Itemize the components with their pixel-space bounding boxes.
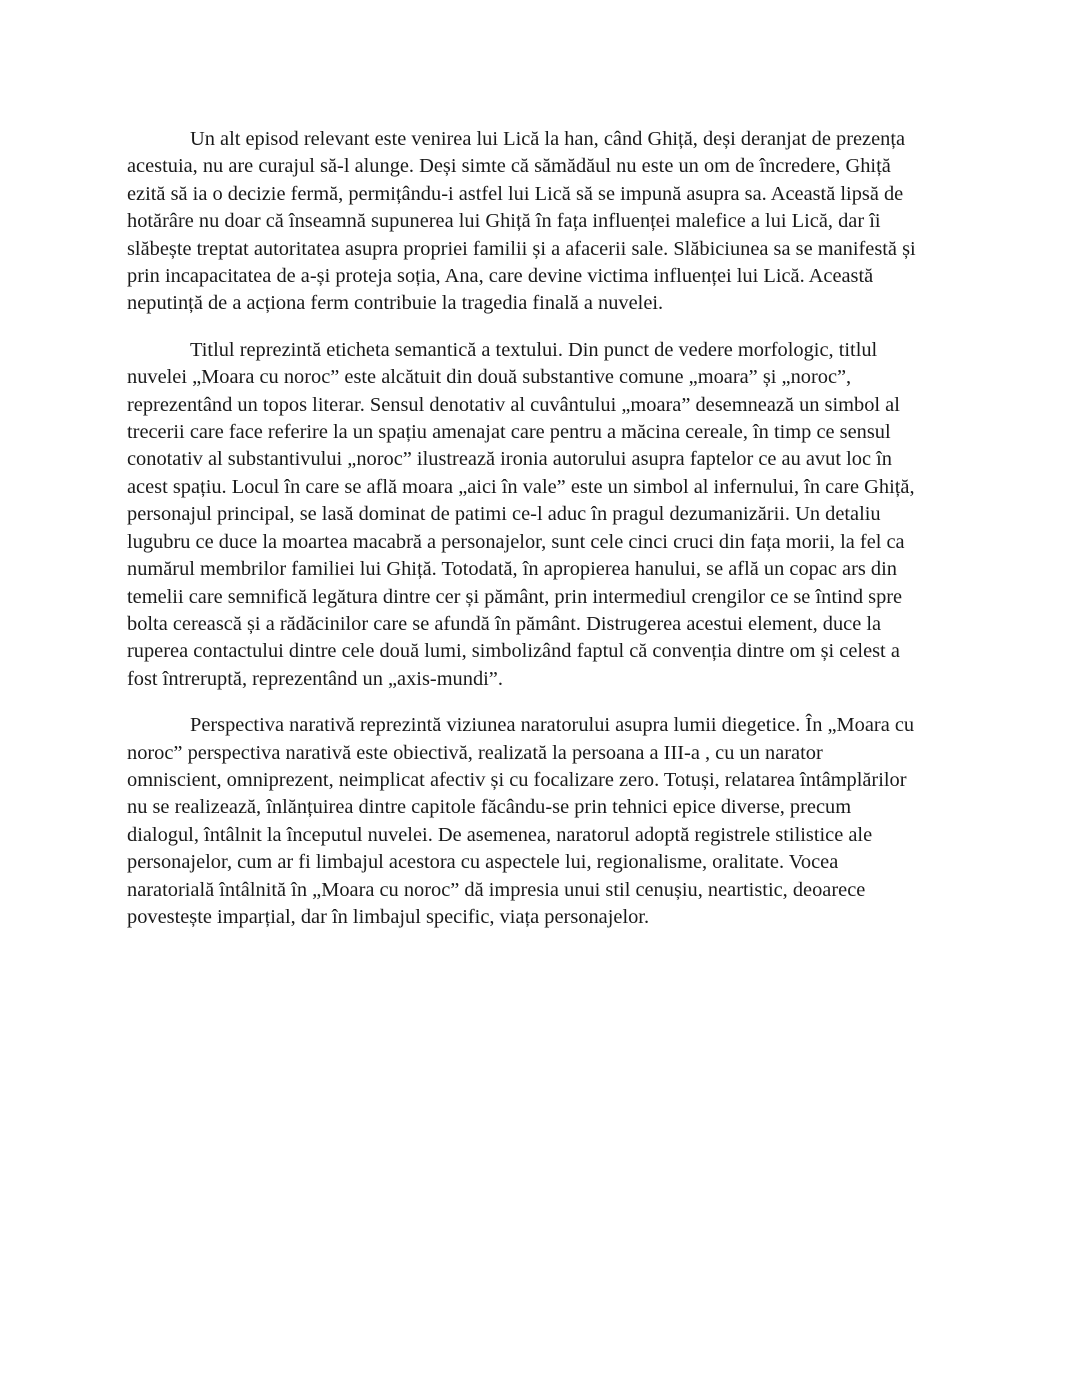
text-line: povestește imparțial, dar în limbajul specific, viața personajelor. bbox=[127, 905, 650, 928]
text-line: hotărâre nu doar că înseamnă supunerea lui Ghiță în fața influenței malefice a lui Lică, dar îi bbox=[127, 210, 881, 233]
paragraph-title-analysis bbox=[127, 337, 957, 693]
text-line: bolta cerească și a rădăcinilor care se afundă în pământ. Distrugerea acestui element, duce la bbox=[127, 612, 882, 635]
text-line: ruperea contactului dintre cele două lumi, simbolizând faptul că convenția dintre om și celest a bbox=[127, 640, 900, 663]
text-line: acestuia, nu are curajul să-l alunge. Deși simte că sămădăul nu este un om de încredere, Ghiță bbox=[127, 155, 891, 178]
text-line: dialogul, întâlnit la începutul nuvelei. De asemenea, naratorul adoptă registrele stilistice ale bbox=[127, 823, 873, 846]
text-line: ezită să ia o decizie fermă, permițându-i astfel lui Lică să se impună asupra sa. Această lipsă de bbox=[127, 182, 904, 205]
text-line: personajul principal, se lasă dominat de patimi ce-l aduc în pragul dezumanizării. Un detaliu bbox=[127, 503, 881, 526]
text-line: omniscient, omniprezent, neimplicat afectiv și cu focalizare zero. Totuși, relatarea întâmplărilor bbox=[127, 768, 907, 791]
paragraph-lica-episode bbox=[127, 126, 957, 318]
text-line: Un alt episod relevant este venirea lui Lică la han, când Ghiță, deși deranjat de prezența bbox=[190, 128, 906, 150]
text-line: fost întreruptă, reprezentând un „axis-mundi”. bbox=[127, 667, 503, 690]
text-line: Perspectiva narativă reprezintă viziunea naratorului asupra lumii diegetice. În „Moara cu bbox=[190, 714, 915, 737]
document-body bbox=[127, 126, 957, 931]
text-line: lugubru ce duce la moartea macabră a personajelor, sunt cele cinci cruci din fața morii, la fel ca bbox=[127, 530, 905, 553]
text-line: trecerii care face referire la un spațiu amenajat care pentru a măcina cereale, în timp ce sensul bbox=[127, 421, 891, 444]
text-line: reprezentând un topos literar. Sensul denotativ al cuvântului „moara” desemnează un simbol al bbox=[127, 393, 900, 416]
text-line: acest spațiu. Locul în care se află moara „aici în vale” este un simbol al infernului, în care Ghiță, bbox=[127, 475, 915, 498]
text-line: nuvelei „Moara cu noroc” este alcătuit din două substantive comune „moara” și „noroc”, bbox=[127, 366, 852, 389]
paragraph-narrative-perspective bbox=[127, 712, 957, 931]
text-line: personajelor, cum ar fi limbajul acestora cu aspectele lui, regionalisme, oralitate. Vocea bbox=[127, 851, 839, 874]
text-line: temelii care semnifică legătura dintre cer și pământ, prin intermediul crengilor ce se întind spre bbox=[127, 585, 903, 608]
text-line: prin incapacitatea de a-și proteja soția, Ana, care devine victima influenței lui Lică. Această bbox=[127, 265, 874, 288]
text-line: neputință de a acționa ferm contribuie la tragedia finală a nuvelei. bbox=[127, 292, 664, 315]
text-line: slăbește treptat autoritatea asupra propriei familii și a afacerii sale. Slăbiciunea sa se manifestă și bbox=[127, 237, 916, 260]
text-line: nu se realizează, înlănțuirea dintre capitole făcându-se prin tehnici epice diverse, precum bbox=[127, 796, 852, 819]
text-line: noroc” perspectiva narativă este obiectivă, realizată la persoana a III-a , cu un narator bbox=[127, 741, 823, 764]
text-line: Titlul reprezintă eticheta semantică a textului. Din punct de vedere morfologic, titlul bbox=[190, 338, 878, 361]
text-line: numărul membrilor familiei lui Ghiță. Totodată, în apropierea hanului, se află un copac ars din bbox=[127, 558, 897, 581]
text-line: naratorială întâlnită în „Moara cu noroc” dă impresia unui stil cenușiu, neartistic, deoarece bbox=[127, 878, 866, 901]
text-line: conotativ al substantivului „noroc” ilustrează ironia autorului asupra faptelor ce au avut loc în bbox=[127, 448, 892, 471]
